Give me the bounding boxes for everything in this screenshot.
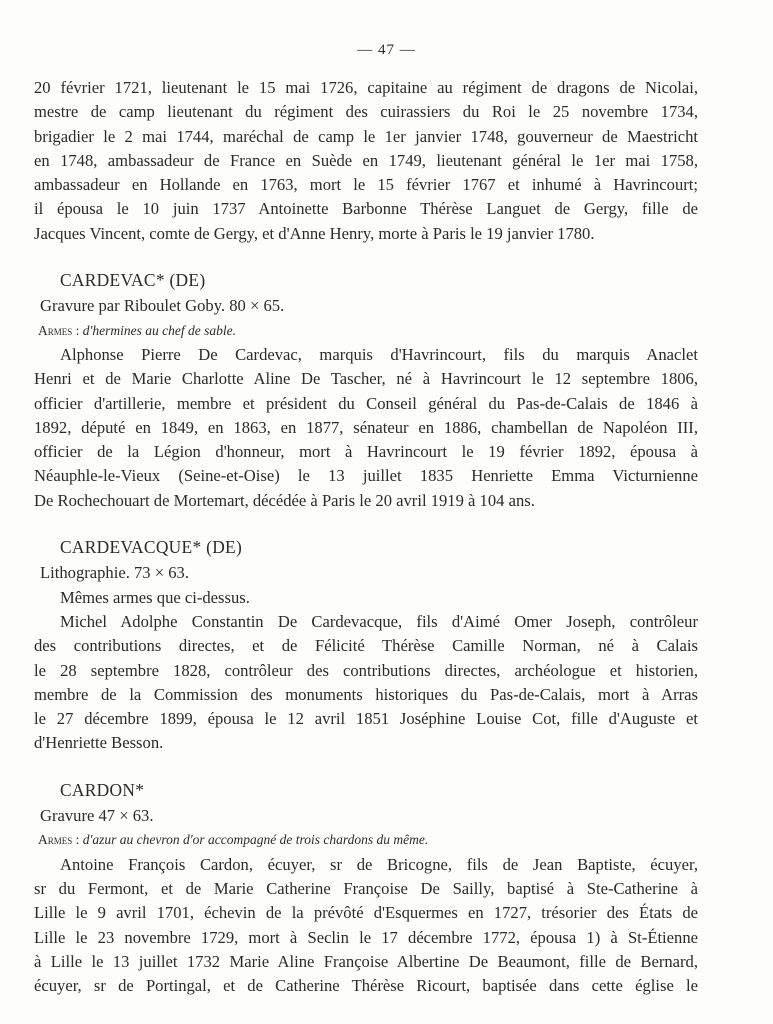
intro-paragraph [34,76,698,246]
page-body [34,76,698,998]
entry-paragraph [34,610,698,756]
entry-paragraph [34,853,698,999]
arms-label: Armes : [38,322,80,338]
entry-meta: Gravure 47 × 63. [40,806,154,826]
page-number: — 47 — [357,42,416,58]
text-line: des contributions directes, et de Félicité Thérèse Camille Norman, né à Calais [34,636,698,656]
text-line: sr du Fermont, et de Marie Catherine Françoise De Sailly, baptisé à Ste-Catherine à [34,878,698,898]
text-line: brigadier le 2 mai 1744, maréchal de camp le 1er janvier 1748, gouverneur de Maestricht [34,126,698,146]
arms-text: d'azur au chevron d'or accompagné de trois chardons du même. [82,832,429,848]
text-line: membre de la Commission des monuments historiques du Pas-de-Calais, mort à Arras [34,684,698,704]
text-line: Lille le 23 novembre 1729, mort à Seclin le 17 décembre 1772, épousa 1) à St-Étienne [34,927,698,947]
text-line: officier d'artillerie, membre et président du Conseil général du Pas-de-Calais de 1846 à [34,393,698,413]
entry-title: CARDEVACQUE* (DE) [60,537,243,558]
entry-paragraph [34,343,698,513]
text-line: Alphonse Pierre De Cardevac, marquis d'Havrincourt, fils du marquis Anaclet [60,344,698,364]
text-line: Henri et de Marie Charlotte Aline De Tascher, né à Havrincourt le 12 septembre 1806, [34,369,698,389]
entry-same-arms: Mêmes armes que ci-dessus. [60,587,250,607]
text-line: le 28 septembre 1828, contrôleur des contributions directes, archéologue et historien, [34,660,698,680]
text-line: le 27 décembre 1899, épousa le 12 avril 1851 Joséphine Louise Cot, fille d'Auguste et [34,709,698,729]
entry-title: CARDEVAC* (DE) [60,270,206,291]
text-line: officier de la Légion d'honneur, mort à Havrincourt le 19 février 1892, épousa à [34,442,698,462]
entry-cardevacque [34,535,698,756]
text-line: mestre de camp lieutenant du régiment des cuirassiers du Roi le 25 novembre 1734, [34,102,698,122]
text-line: 1892, député en 1849, en 1863, en 1877, sénateur en 1886, chambellan de Napoléon III, [34,417,698,437]
text-line: à Lille le 13 juillet 1732 Marie Aline Françoise Albertine De Beaumont, fille de Bernard, [34,951,698,971]
text-line: il épousa le 10 juin 1737 Antoinette Barbonne Thérèse Languet de Gergy, fille de [34,199,698,219]
entry-meta: Gravure par Riboulet Goby. 80 × 65. [40,296,285,316]
text-line: De Rochechouart de Mortemart, décédée à Paris le 20 avril 1919 à 104 ans. [34,490,535,510]
text-line: Antoine François Cardon, écuyer, sr de Bricogne, fils de Jean Baptiste, écuyer, [60,854,698,874]
text-line: Lille le 9 avril 1701, échevin de la prévôté d'Esquermes en 1727, trésorier des États de [34,903,698,923]
text-line: d'Henriette Besson. [34,733,164,753]
text-line: Michel Adolphe Constantin De Cardevacque, fils d'Aimé Omer Joseph, contrôleur [60,611,698,631]
entry-meta: Lithographie. 73 × 63. [40,563,189,583]
text-line: Jacques Vincent, comte de Gergy, et d'Anne Henry, morte à Paris le 19 janvier 1780. [34,223,595,243]
entry-cardon [34,778,698,999]
text-line: ambassadeur en Hollande en 1763, mort le 15 février 1767 et inhumé à Havrincourt; [34,175,698,195]
entry-arms [34,828,698,852]
arms-text: d'hermines au chef de sable. [82,322,236,338]
text-line: 20 février 1721, lieutenant le 15 mai 1726, capitaine au régiment de dragons de Nicolai, [34,78,698,97]
entry-title: CARDON* [60,779,145,800]
text-line: en 1748, ambassadeur de France en Suède en 1749, lieutenant général le 1er mai 1758, [34,150,698,170]
entry-arms [34,319,698,343]
text-line: écuyer, sr de Portingal, et de Catherine Thérèse Ricourt, baptisée dans cette église le [34,976,698,996]
text-line: Néauphle-le-Vieux (Seine-et-Oise) le 13 juillet 1835 Henriette Emma Victurnienne [34,466,698,486]
arms-label: Armes : [38,832,80,848]
entry-cardevac [34,268,698,513]
